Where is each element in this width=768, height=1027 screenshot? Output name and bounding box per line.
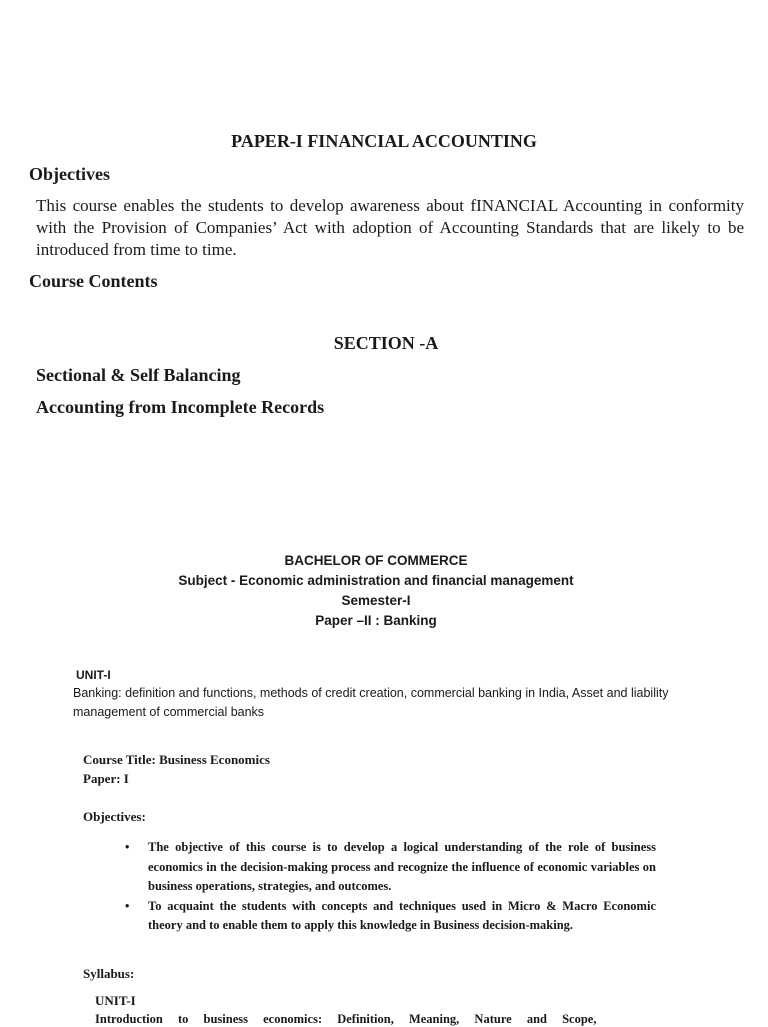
bullet-icon: • xyxy=(125,840,130,854)
paper-line: Paper –II : Banking xyxy=(315,613,437,628)
objective-text: The objective of this course is to develop a logical understanding of the role of business economics in the decision-making process and recognize the influence of economic variables on business operations, strategies, and outcomes. xyxy=(148,840,656,893)
unit-intro-text: Introduction to business economics: Definition, Meaning, Nature and Scope, xyxy=(95,1012,597,1026)
objectives-heading: Objectives: xyxy=(83,809,146,824)
semester-line: Semester-I xyxy=(341,593,411,608)
degree-title: BACHELOR OF COMMERCE xyxy=(284,553,468,568)
objectives-heading: Objectives xyxy=(29,164,110,184)
paper-title: PAPER-I FINANCIAL ACCOUNTING xyxy=(231,131,537,151)
list-item xyxy=(122,838,656,897)
course-header xyxy=(0,551,752,631)
list-item xyxy=(122,897,656,936)
course-contents-heading: Course Contents xyxy=(29,271,158,291)
topic-item: Accounting from Incomplete Records xyxy=(36,397,325,417)
objectives-paragraph: This course enables the students to develop awareness about fINANCIAL Accounting in conformity with the Provision of Companies’ Act with adoption of Accounting Standards that are likely to be introduced from time to time. xyxy=(36,196,744,259)
syllabus-heading: Syllabus: xyxy=(83,966,135,981)
objectives-list xyxy=(122,838,656,936)
objective-text: To acquaint the students with concepts and techniques used in Micro & Macro Economic theory and to enable them to apply this knowledge in Business decision-making. xyxy=(148,898,656,932)
unit-description: Banking: definition and functions, methods of credit creation, commercial banking in India, Asset and liability management of commercial banks xyxy=(73,686,669,719)
unit-label: UNIT-I xyxy=(95,993,136,1008)
subject-line: Subject - Economic administration and financial management xyxy=(178,573,574,588)
paper-label: Paper: I xyxy=(83,771,129,786)
course-title: Course Title: Business Economics xyxy=(83,752,270,767)
section-heading: SECTION -A xyxy=(333,333,439,353)
bullet-icon: • xyxy=(125,898,130,913)
unit-label: UNIT-I xyxy=(76,668,111,682)
topic-item: Sectional & Self Balancing xyxy=(36,365,241,385)
